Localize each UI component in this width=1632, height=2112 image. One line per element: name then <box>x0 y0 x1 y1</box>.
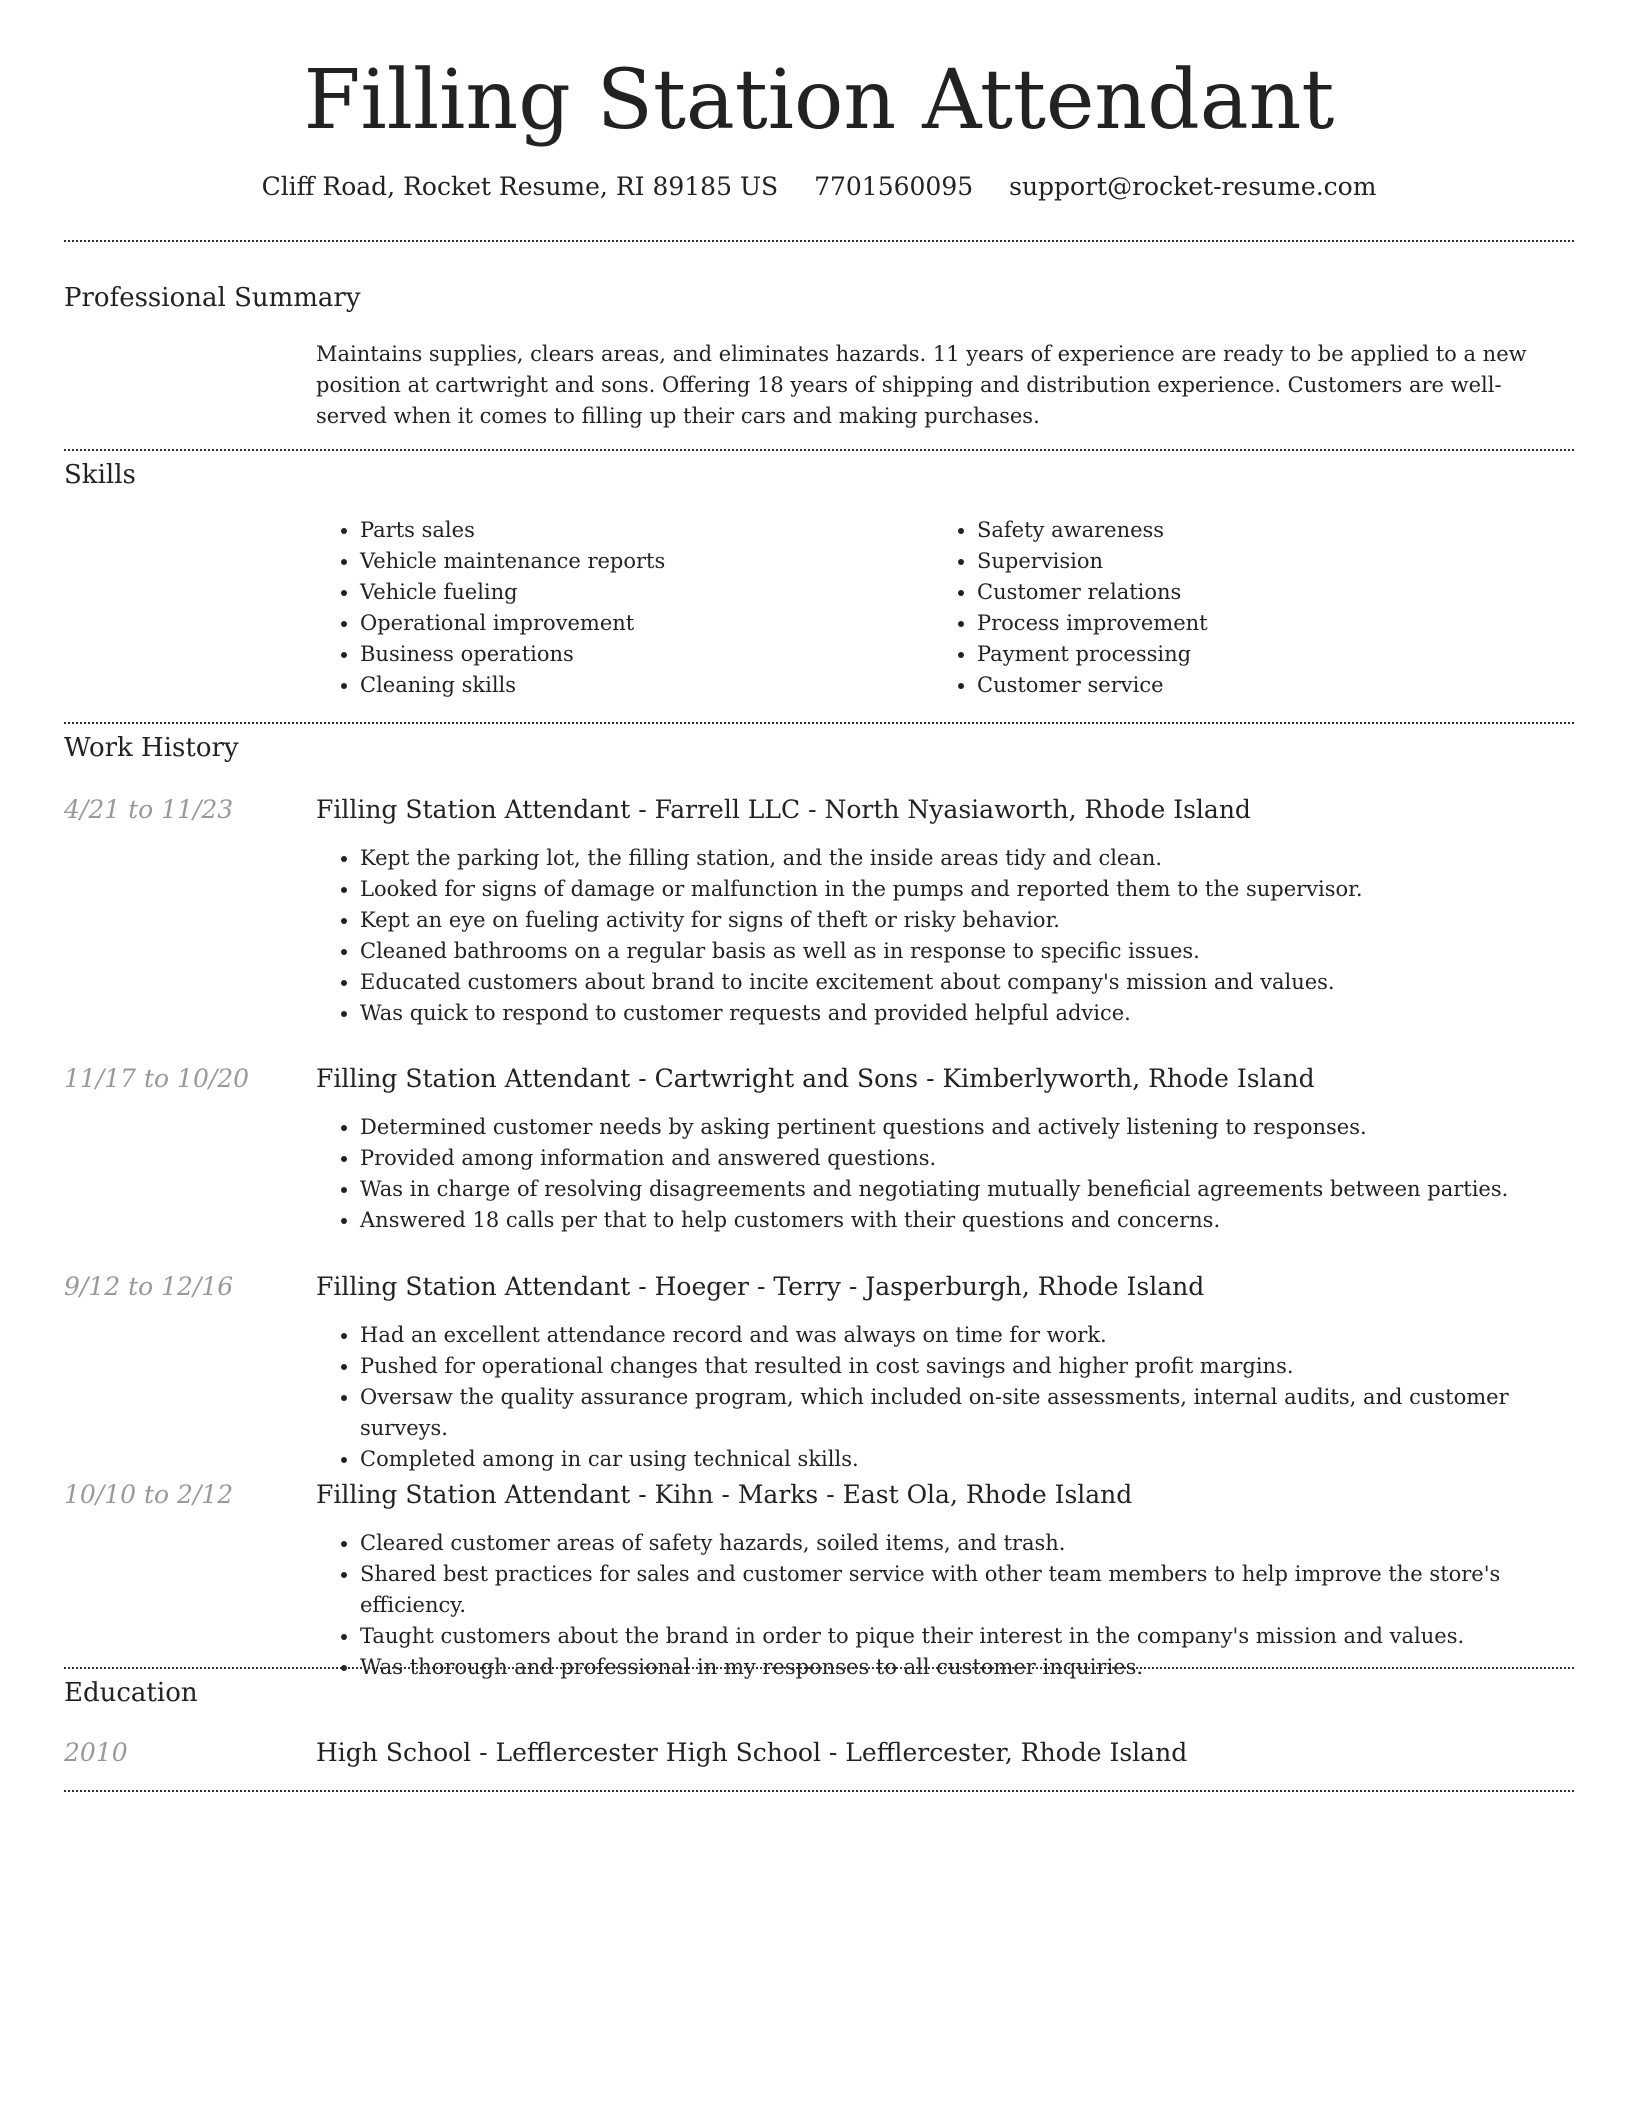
skill-item: • Process improvement <box>977 608 1493 639</box>
skill-item: • Vehicle fueling <box>360 577 876 608</box>
skill-item: • Safety awareness <box>977 515 1493 546</box>
skills-right-column <box>933 515 1493 701</box>
candidate-name: Filling Station Attendant <box>303 53 1335 148</box>
duty-item: • Looked for signs of damage or malfunction in the pumps and reported them to the supervisor. <box>360 874 1574 905</box>
divider <box>64 240 1574 242</box>
duty-item: • Was thorough and professional in my responses to all customer inquiries. <box>360 1652 1574 1683</box>
duty-item: • Oversaw the quality assurance program, which included on-site assessments, internal audits, and customer surveys. <box>360 1382 1574 1444</box>
divider <box>64 1667 1574 1669</box>
contact-address: Cliff Road, Rocket Resume, RI 89185 US <box>261 172 779 201</box>
resume-page <box>64 0 1574 1767</box>
divider <box>64 1790 1574 1792</box>
duty-item: • Answered 18 calls per that to help customers with their questions and concerns. <box>360 1205 1574 1236</box>
job-title: Filling Station Attendant - Hoeger - Terry - Jasperburgh, Rhode Island <box>316 1272 1205 1301</box>
skill-item: • Supervision <box>977 546 1493 577</box>
duty-item: • Shared best practices for sales and customer service with other team members to help improve the store's efficiency. <box>360 1559 1574 1621</box>
divider <box>64 449 1574 451</box>
skill-item: • Payment processing <box>977 639 1493 670</box>
duty-item: • Had an excellent attendance record and was always on time for work. <box>360 1320 1574 1351</box>
education-year: 2010 <box>64 1738 128 1767</box>
duty-item: • Pushed for operational changes that resulted in cost savings and higher profit margins. <box>360 1351 1574 1382</box>
duty-item: • Completed among in car using technical skills. <box>360 1444 1574 1475</box>
job-dates: 9/12 to 12/16 <box>64 1272 234 1301</box>
duty-item: • Taught customers about the brand in order to pique their interest in the company's mission and values. <box>360 1621 1574 1652</box>
duty-item: • Cleared customer areas of safety hazards, soiled items, and trash. <box>360 1528 1574 1559</box>
skill-item: • Vehicle maintenance reports <box>360 546 876 577</box>
skill-item: • Parts sales <box>360 515 876 546</box>
job-title: Filling Station Attendant - Farrell LLC - North Nyasiaworth, Rhode Island <box>316 795 1251 824</box>
summary-heading: Professional Summary <box>64 283 361 313</box>
education-heading: Education <box>64 1678 198 1708</box>
duty-item: • Kept an eye on fueling activity for signs of theft or risky behavior. <box>360 905 1574 936</box>
skills-heading: Skills <box>64 460 136 490</box>
duty-item: • Was in charge of resolving disagreements and negotiating mutually beneficial agreements between parties. <box>360 1174 1574 1205</box>
skill-item: • Business operations <box>360 639 876 670</box>
job-duties <box>316 1528 1574 1683</box>
skill-item: • Cleaning skills <box>360 670 876 701</box>
contact-line <box>64 172 1574 201</box>
job-duties <box>316 1112 1574 1236</box>
duty-item: • Cleaned bathrooms on a regular basis as well as in response to specific issues. <box>360 936 1574 967</box>
job-duties <box>316 1320 1574 1475</box>
skill-item: • Customer service <box>977 670 1493 701</box>
job-dates: 4/21 to 11/23 <box>64 795 234 824</box>
contact-email[interactable]: support@rocket-resume.com <box>1009 172 1377 201</box>
duty-item: • Determined customer needs by asking pertinent questions and actively listening to responses. <box>360 1112 1574 1143</box>
job-dates: 11/17 to 10/20 <box>64 1064 250 1093</box>
skill-item: • Customer relations <box>977 577 1493 608</box>
skill-item: • Operational improvement <box>360 608 876 639</box>
work-history-heading: Work History <box>64 733 239 763</box>
duty-item: • Educated customers about brand to incite excitement about company's mission and values. <box>360 967 1574 998</box>
duty-item: • Was quick to respond to customer requests and provided helpful advice. <box>360 998 1574 1029</box>
job-title: Filling Station Attendant - Kihn - Marks - East Ola, Rhode Island <box>316 1480 1133 1509</box>
duty-item: • Kept the parking lot, the filling station, and the inside areas tidy and clean. <box>360 843 1574 874</box>
skills-left-column <box>316 515 876 701</box>
divider <box>64 722 1574 724</box>
contact-phone: 7701560095 <box>814 172 974 201</box>
job-duties <box>316 843 1574 1029</box>
education-entry: High School - Lefflercester High School - Lefflercester, Rhode Island <box>316 1738 1188 1767</box>
summary-text: Maintains supplies, clears areas, and eliminates hazards. 11 years of experience are ready to be applied to a new position at cartwright and sons. Offering 18 years of shipping and distribution experience. Customers are well-served when it comes to filling up their cars and making purchases. <box>316 342 1527 428</box>
job-dates: 10/10 to 2/12 <box>64 1480 234 1509</box>
job-title: Filling Station Attendant - Cartwright and Sons - Kimberlyworth, Rhode Island <box>316 1064 1315 1093</box>
duty-item: • Provided among information and answered questions. <box>360 1143 1574 1174</box>
